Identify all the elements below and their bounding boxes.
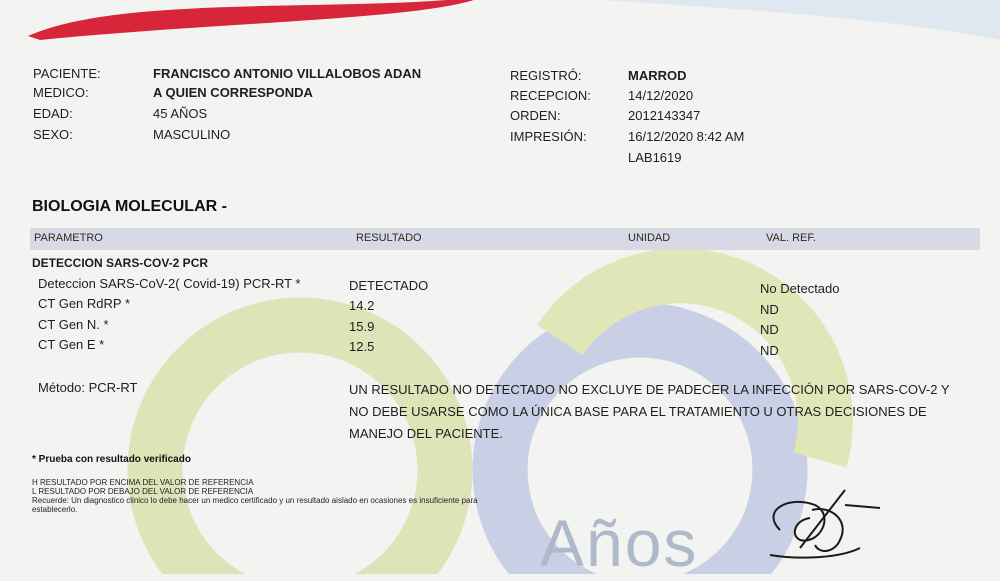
registro-value: MARROD <box>628 68 687 83</box>
row-valref: No Detectado <box>760 281 840 296</box>
header-parametro: PARAMETRO <box>34 232 103 244</box>
label-edad: EDAD: <box>33 106 73 121</box>
legend-line: Recuerde: Un diagnostico clinico lo debe hacer un medico certificado y un resultado aislado en ocasiones es insuficiente para <box>32 496 478 505</box>
method-label: Método: PCR-RT <box>38 380 138 395</box>
label-recepcion: RECEPCION: <box>510 88 591 103</box>
header-resultado: RESULTADO <box>356 232 422 244</box>
table-header <box>30 228 980 250</box>
patient-sex: MASCULINO <box>153 127 231 142</box>
recepcion-date: 14/12/2020 <box>628 88 694 103</box>
header-unidad: UNIDAD <box>628 232 671 244</box>
label-orden: ORDEN: <box>510 108 561 123</box>
doctor-name: A QUIEN CORRESPONDA <box>153 85 313 100</box>
row-parametro: CT Gen E * <box>38 337 105 352</box>
row-resultado: 12.5 <box>349 339 375 354</box>
section-title: BIOLOGIA MOLECULAR - <box>32 198 227 215</box>
method-note-line: MANEJO DEL PACIENTE. <box>349 426 503 441</box>
verified-note: * Prueba con resultado verificado <box>32 454 191 465</box>
header-valref: VAL. REF. <box>766 232 816 244</box>
row-valref: ND <box>760 302 779 317</box>
label-paciente: PACIENTE: <box>33 66 101 81</box>
row-valref: ND <box>760 343 779 358</box>
legend-line: L RESULTADO POR DEBAJO DEL VALOR DE REFERENCIA <box>32 487 254 496</box>
method-note <box>349 379 989 445</box>
row-valref: ND <box>760 322 779 337</box>
patient-age: 45 AÑOS <box>153 106 208 121</box>
order-number: 2012143347 <box>628 108 701 123</box>
print-datetime: 16/12/2020 8:42 AM <box>628 129 745 144</box>
method-note-line: UN RESULTADO NO DETECTADO NO EXCLUYE DE PADECER LA INFECCIÓN POR SARS-COV-2 Y <box>349 382 950 397</box>
legend-line: H RESULTADO POR ENCIMA DEL VALOR DE REFERENCIA <box>32 478 254 487</box>
watermark-text: Años <box>540 506 699 580</box>
row-resultado: DETECTADO <box>349 278 429 293</box>
reference-legend <box>32 478 632 514</box>
label-impresion: IMPRESIÓN: <box>510 129 587 144</box>
test-group-title: DETECCION SARS-COV-2 PCR <box>32 256 209 270</box>
row-parametro: CT Gen RdRP * <box>38 296 131 311</box>
label-registro: REGISTRÓ: <box>510 68 582 83</box>
label-sexo: SEXO: <box>33 127 73 142</box>
method-note-line: NO DEBE USARSE COMO LA ÚNICA BASE PARA EL TRATAMIENTO U OTRAS DECISIONES DE <box>349 404 927 419</box>
row-resultado: 15.9 <box>349 319 375 334</box>
legend-line: establecerlo. <box>32 505 78 514</box>
row-resultado: 14.2 <box>349 298 375 313</box>
row-parametro: Deteccion SARS-CoV-2( Covid-19) PCR-RT * <box>38 276 301 291</box>
lab-code: LAB1619 <box>628 150 682 165</box>
patient-name: FRANCISCO ANTONIO VILLALOBOS ADAN <box>153 66 422 81</box>
label-medico: MEDICO: <box>33 85 89 100</box>
row-parametro: CT Gen N. * <box>38 317 109 332</box>
